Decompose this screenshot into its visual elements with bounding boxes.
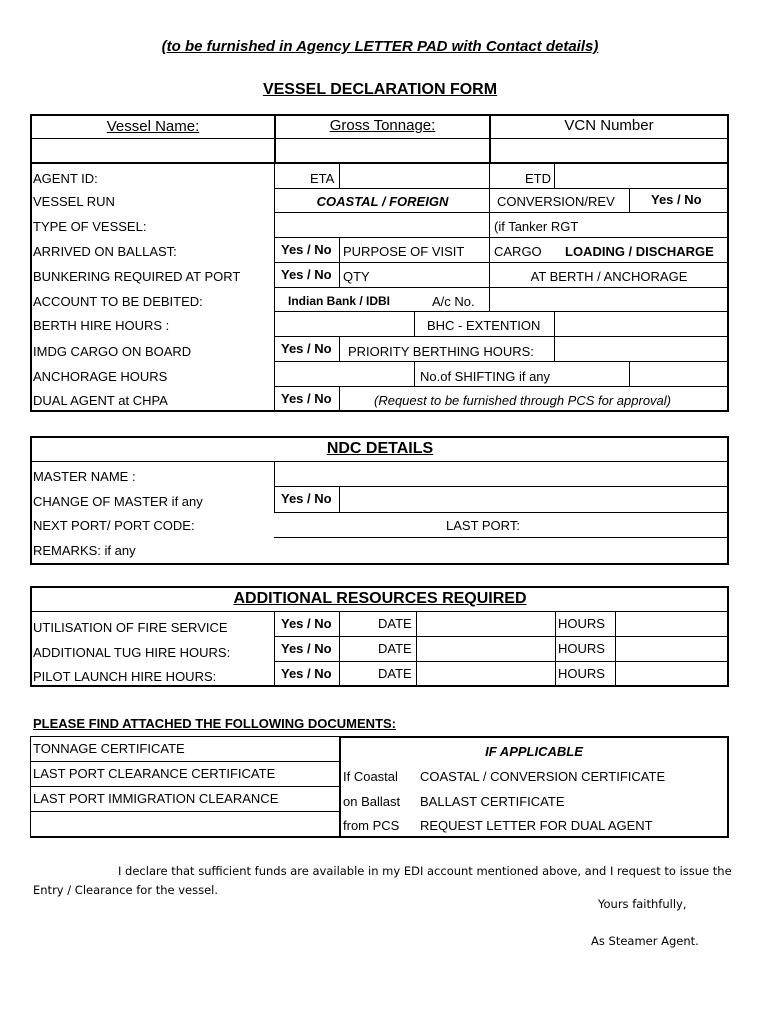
if-applicable-heading: IF APPLICABLE	[485, 744, 583, 759]
imdg-yes-no[interactable]: Yes / No	[281, 341, 332, 356]
arrived-on-ballast-label: ARRIVED ON BALLAST:	[33, 244, 177, 259]
berth-hire-field[interactable]	[276, 312, 414, 336]
ac-no-label: A/c No.	[432, 294, 475, 309]
indian-bank-option[interactable]: Indian Bank / IDBI	[288, 294, 391, 308]
type-of-vessel-field[interactable]	[276, 213, 489, 237]
purpose-of-visit-label: PURPOSE OF VISIT	[343, 244, 465, 259]
pilot-launch-label: PILOT LAUNCH HIRE HOURS:	[33, 669, 217, 684]
pilot-launch-hours-field[interactable]	[617, 662, 727, 685]
qty-label: QTY	[343, 269, 370, 284]
tug-hire-yes-no[interactable]: Yes / No	[281, 641, 332, 656]
ac-no-field[interactable]	[490, 288, 727, 311]
declaration-line-2: Entry / Clearance for the vessel.	[33, 883, 219, 897]
gross-tonnage-label: Gross Tonnage:	[329, 117, 436, 134]
anchorage-hours-field[interactable]	[276, 362, 414, 386]
resources-title: ADDITIONAL RESOURCES REQUIRED	[233, 590, 527, 607]
doc-coastal-conversion-certificate: COASTAL / CONVERSION CERTIFICATE	[420, 769, 666, 784]
bhc-extention-label: BHC - EXTENTION	[427, 318, 541, 333]
master-name-field[interactable]	[276, 462, 727, 486]
bhc-extention-field[interactable]	[555, 312, 727, 336]
pcs-approval-note: (Request to be furnished through PCS for approval)	[374, 393, 672, 408]
imdg-cargo-label: IMDG CARGO ON BOARD	[33, 344, 192, 359]
etd-label: ETD	[525, 171, 551, 186]
no-of-shifting-label: No.of SHIFTING if any	[420, 369, 551, 384]
fire-service-date-field[interactable]	[418, 612, 555, 636]
remarks-label: REMARKS: if any	[33, 543, 136, 558]
fire-service-yes-no[interactable]: Yes / No	[281, 616, 332, 631]
cargo-label: CARGO	[494, 244, 542, 259]
declaration-line-1: I declare that sufficient funds are available in my EDI account mentioned above, and I request to issue the	[118, 864, 732, 878]
vessel-name-label: Vessel Name:	[106, 118, 200, 135]
conversion-rev-label: CONVERSION/REV	[497, 194, 615, 209]
if-tanker-rgt-label: (if Tanker RGT	[494, 219, 579, 234]
doc-dual-agent-request: REQUEST LETTER FOR DUAL AGENT	[420, 818, 653, 833]
agent-id-label: AGENT ID:	[33, 171, 98, 186]
pilot-launch-hours-label: HOURS	[558, 666, 605, 681]
account-debited-label: ACCOUNT TO BE DEBITED:	[33, 294, 203, 309]
type-of-vessel-label: TYPE OF VESSEL:	[33, 219, 147, 234]
anchorage-hours-label: ANCHORAGE HOURS	[33, 369, 168, 384]
vessel-name-field[interactable]	[32, 140, 274, 162]
fire-service-date-label: DATE	[378, 616, 412, 631]
tug-hire-hours-field[interactable]	[617, 637, 727, 661]
berth-hire-label: BERTH HIRE HOURS :	[33, 318, 170, 333]
fire-service-hours-field[interactable]	[617, 612, 727, 636]
bunkering-label: BUNKERING REQUIRED AT PORT	[33, 269, 241, 284]
doc-tonnage-certificate: TONNAGE CERTIFICATE	[33, 741, 185, 756]
coastal-foreign-option[interactable]: COASTAL / FOREIGN	[316, 194, 449, 209]
ballast-yes-no[interactable]: Yes / No	[281, 242, 332, 257]
master-name-label: MASTER NAME :	[33, 469, 136, 484]
eta-field[interactable]	[340, 165, 489, 188]
tug-hire-label: ADDITIONAL TUG HIRE HOURS:	[33, 645, 231, 660]
priority-berthing-field[interactable]	[555, 337, 727, 361]
fire-service-hours-label: HOURS	[558, 616, 605, 631]
vcn-number-label: VCN Number	[564, 117, 654, 134]
at-berth-anchorage-option[interactable]: AT BERTH / ANCHORAGE	[530, 269, 688, 284]
fire-service-label: UTILISATION OF FIRE SERVICE	[33, 620, 228, 635]
tug-hire-hours-label: HOURS	[558, 641, 605, 656]
change-of-master-label: CHANGE OF MASTER if any	[33, 494, 203, 509]
etd-field[interactable]	[555, 165, 727, 188]
next-port-label: NEXT PORT/ PORT CODE:	[33, 518, 195, 533]
tug-hire-date-field[interactable]	[418, 637, 555, 661]
priority-berthing-label: PRIORITY BERTHING HOURS:	[348, 344, 534, 359]
steamer-agent-signature: As Steamer Agent.	[591, 934, 699, 948]
no-of-shifting-field[interactable]	[630, 362, 727, 386]
yours-faithfully: Yours faithfully,	[598, 897, 687, 911]
vessel-run-label: VESSEL RUN	[33, 194, 115, 209]
pilot-launch-yes-no[interactable]: Yes / No	[281, 666, 332, 681]
dual-agent-label: DUAL AGENT at CHPA	[33, 393, 168, 408]
condition-if-coastal: If Coastal	[343, 769, 398, 784]
pilot-launch-date-label: DATE	[378, 666, 412, 681]
condition-on-ballast: on Ballast	[343, 794, 401, 809]
letterpad-note: (to be furnished in Agency LETTER PAD with Contact details)	[161, 38, 599, 55]
last-port-label: LAST PORT:	[446, 518, 520, 533]
form-title: VESSEL DECLARATION FORM	[262, 81, 498, 98]
dual-agent-yes-no[interactable]: Yes / No	[281, 391, 332, 406]
documents-title: PLEASE FIND ATTACHED THE FOLLOWING DOCUMENTS:	[33, 716, 397, 731]
conversion-yes-no[interactable]: Yes / No	[651, 192, 702, 207]
vcn-number-field[interactable]	[491, 140, 727, 162]
doc-last-port-immigration: LAST PORT IMMIGRATION CLEARANCE	[33, 791, 279, 806]
change-of-master-yes-no[interactable]: Yes / No	[281, 491, 332, 506]
gross-tonnage-field[interactable]	[276, 140, 489, 162]
eta-label: ETA	[310, 171, 335, 186]
bunkering-yes-no[interactable]: Yes / No	[281, 267, 332, 282]
doc-ballast-certificate: BALLAST CERTIFICATE	[420, 794, 565, 809]
doc-last-port-clearance: LAST PORT CLEARANCE CERTIFICATE	[33, 766, 276, 781]
tug-hire-date-label: DATE	[378, 641, 412, 656]
pilot-launch-date-field[interactable]	[418, 662, 555, 685]
condition-from-pcs: from PCS	[343, 818, 400, 833]
loading-discharge-option[interactable]: LOADING / DISCHARGE	[565, 244, 714, 259]
ndc-title: NDC DETAILS	[326, 440, 434, 457]
